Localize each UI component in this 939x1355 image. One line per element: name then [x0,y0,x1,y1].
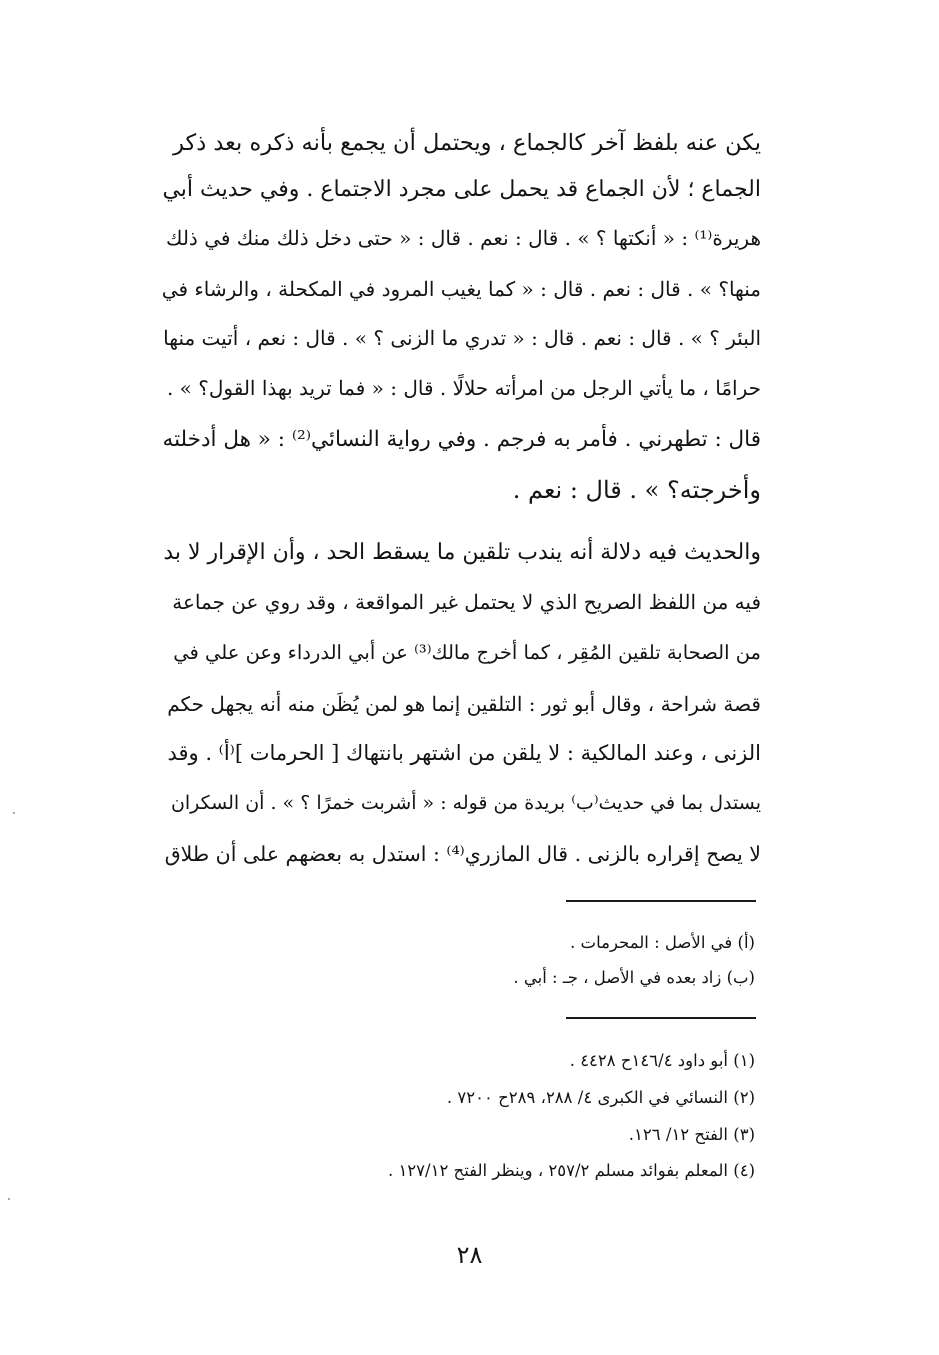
page-number: ٢٨ [456,1241,483,1269]
footnote-separator [566,900,756,902]
body-line: يكن عنه بلفظ آخر كالجماع ، ويحتمل أن يجمع بأنه ذكره بعد ذكر [173,130,761,156]
body-line: قصة شراحة ، وقال أبو ثور : التلقين إنما هو لمن يُظَن منه أنه يجهل حكم [167,692,761,716]
body-line: من الصحابة تلقين المُقِر ، كما أخرج مالك⁽³⁾ عن أبي الدرداء وعن علي في [173,641,761,664]
body-line: والحديث فيه دلالة أنه يندب تلقين ما يسقط الحد ، وأن الإقرار لا بد [163,540,761,565]
source-footnote: (١) أبو داود ١٤٦/٤ح ٤٤٢٨ . [569,1051,755,1070]
editor-note: (ب) زاد بعده في الأصل ، جـ : أبي . [513,968,755,987]
source-footnote: (٢) النسائي في الكبرى ٤/ ٢٨٨، ٢٨٩ح ٧٢٠٠ . [446,1088,755,1107]
body-line: قال : تطهرني . فأمر به فرجم . وفي رواية النسائي⁽²⁾ : « هل أدخلته [162,427,761,452]
body-line: يستدل بما في حديث⁽ب⁾ بريدة من قوله : « أشربت خمرًا ؟ » . أن السكران [170,792,761,814]
body-line: فيه من اللفظ الصريح الذي لا يحتمل غير المواقعة ، وقد روي عن جماعة [172,590,761,614]
footnote-separator [566,1017,756,1019]
source-footnote: (٣) الفتح ١٢/ ١٢٦. [628,1125,755,1144]
body-line: الزنى ، وعند المالكية : لا يلقن من اشتهر بانتهاك [ الحرمات ]⁽أ⁾ . وقد [167,741,761,765]
editor-note: (أ) في الأصل : المحرمات . [570,933,755,952]
body-line: هريرة⁽¹⁾ : « أنكتها ؟ » . قال : نعم . قال : « حتى دخل ذلك منك في ذلك [165,226,761,250]
body-line: الجماع ؛ لأن الجماع قد يحمل على مجرد الاجتماع . وفي حديث أبي [162,177,761,202]
body-line: وأخرجته؟ » . قال : نعم . [512,476,761,504]
source-footnote: (٤) المعلم بفوائد مسلم ٢٥٧/٢ ، وينظر الفتح ١٢٧/١٢ . [387,1161,755,1180]
body-line: لا يصح إقراره بالزنى . قال المازري⁽⁴⁾ : استدل به بعضهم على أن طلاق [164,842,761,866]
scan-speck [8,1198,10,1200]
body-line: حرامًا ، ما يأتي الرجل من امرأته حلالًا . قال : « فما تريد بهذا القول؟ » . [166,376,761,400]
body-line: منها؟ » . قال : نعم . قال : « كما يغيب المرود في المكحلة ، والرشاء في [161,277,761,301]
scan-speck [13,812,15,814]
body-line: البئر ؟ » . قال : نعم . قال : « تدري ما الزنى ؟ » . قال : نعم ، أتيت منها [163,326,761,350]
